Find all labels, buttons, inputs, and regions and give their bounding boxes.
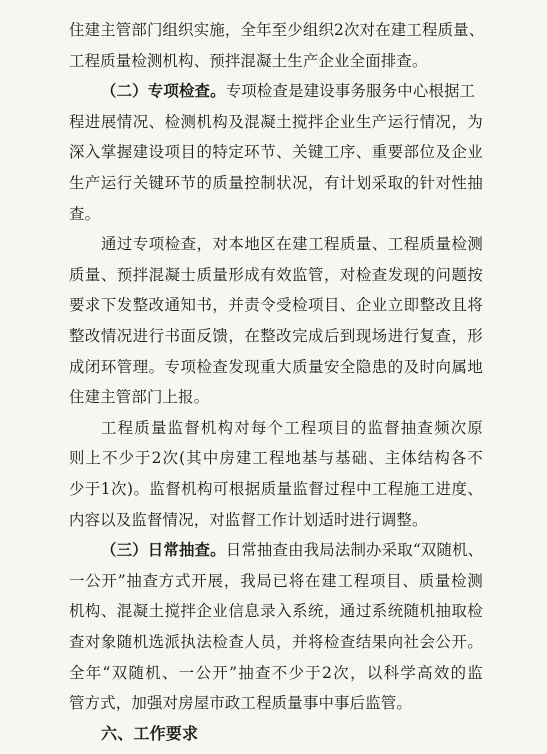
text-line: 管方式，加强对房屋市政工程质量事中事后监管。	[69, 694, 412, 713]
text-line: 查对象随机选派执法检查人员，并将检查结果向社会公开。	[69, 633, 483, 651]
text-line: 专项检查是建设事务服务中心根据工	[225, 82, 476, 101]
section-heading-daily-inspection: （三）日常抽查。	[101, 541, 226, 560]
text-line: 质量、预拌混凝士质量形成有效监管，对检查发现的问题按	[69, 265, 483, 284]
paragraph-daily-inspection	[101, 540, 483, 560]
text-line: 要求下发整改通知书，并责令受检项目、企业立即整改且将	[69, 296, 483, 315]
text-line: 查。	[69, 204, 101, 223]
text-line: 一公开”抽查方式开展，我局已将在建工程项目、质量检测	[69, 571, 483, 590]
text-line: 住建主管部门组织实施，全年至少组织2次对在建工程质量、	[69, 21, 485, 39]
paragraph-special-inspection	[101, 81, 483, 101]
text-line: 通过专项检查，对本地区在建工程质量、工程质量检测	[101, 235, 483, 254]
text-line: 程进展情况、检测机构及混凝土搅拌企业生产运行情况，为	[69, 112, 483, 131]
section-heading-work-requirements: 六、工作要求	[101, 723, 199, 743]
text-line: 工程质量检测机构、预拌混凝土生产企业全面排查。	[69, 51, 428, 70]
text-line: 生产运行关键环节的质量控制状况，有计划采取的针对性抽	[69, 174, 483, 192]
text-line: 住建主管部门上报。	[69, 388, 210, 407]
text-line: 则上不少于2次(其中房建工程地基与基础、主体结构各不	[69, 449, 483, 468]
section-heading-special-inspection: （二）专项检查。	[101, 82, 226, 101]
text-line: 全年“双随机、一公开”抽查不少于2次，以科学高效的监	[69, 663, 483, 682]
text-line: 少于1次)。监督机构可根据质量监督过程中工程施工进度、	[69, 480, 483, 498]
text-line: 整改情况进行书面反馈，在整改完成后到现场进行复查，形	[69, 327, 483, 345]
text-line: 成闭环管理。专项检查发现重大质量安全隐患的及时向属地	[69, 357, 483, 376]
text-line: 工程质量监督机构对每个工程项目的监督抽查频次原	[101, 418, 483, 437]
text-line: 深入掌握建设项目的特定环节、关键工序、重要部位及企业	[69, 143, 483, 162]
text-line: 日常抽查由我局法制办采取“双随机、	[225, 541, 484, 560]
text-line: 机构、混凝土搅拌企业信息录入系统，通过系统随机抽取检	[69, 602, 483, 621]
text-line: 内容以及监督情况，对监督工作计划适时进行调整。	[69, 510, 428, 529]
